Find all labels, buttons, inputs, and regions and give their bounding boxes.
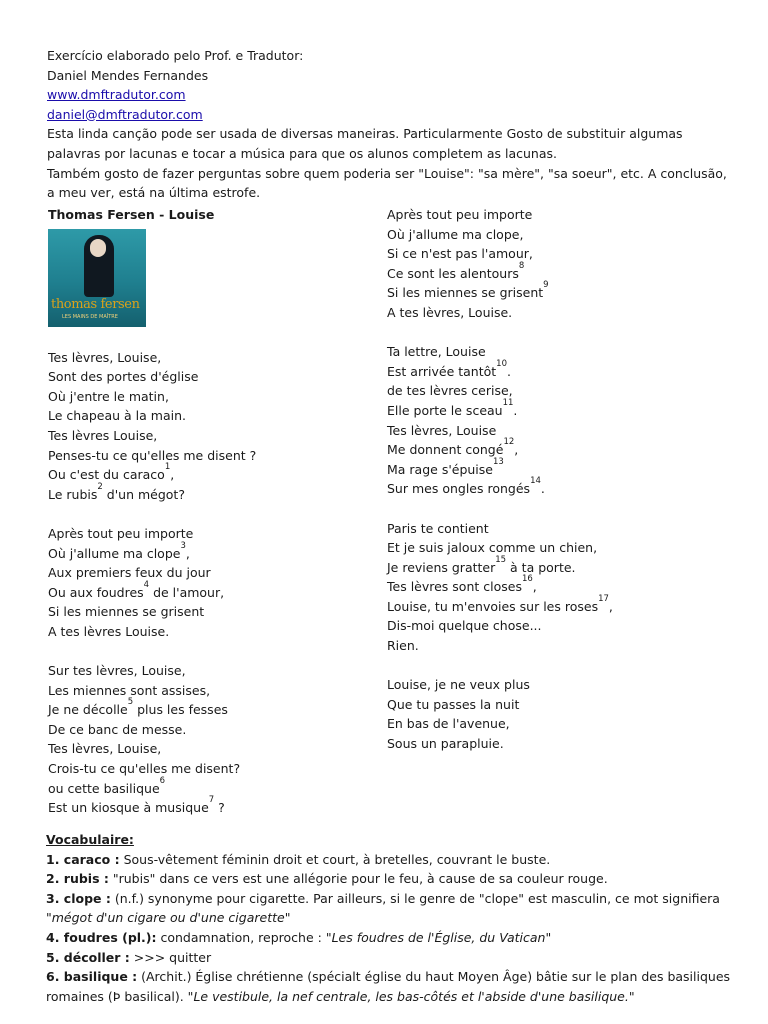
lyric-line: [387, 554, 727, 578]
footnote-marker: 10: [496, 358, 507, 369]
intro-paragraph-1: Esta linda canção pode ser usada de diversas maneiras. Particularmente Gosto de substituir algumas palavras por lacunas e tocar a música para que os alunos completem as lacunas.: [47, 126, 683, 161]
lyric-text: Tes lèvres, Louise: [387, 422, 497, 438]
lyric-text: Où j'allume ma clope: [48, 545, 181, 561]
vocabulary-definition: condamnation, reproche :: [156, 929, 326, 945]
vocabulary-definition: >>> quitter: [129, 949, 212, 965]
lyric-line: [387, 695, 727, 715]
lyric-text: Tes lèvres, Louise,: [48, 349, 162, 365]
stanza: [48, 524, 368, 642]
lyric-text: Tes lèvres sont closes: [387, 579, 522, 595]
lyric-text-after: à ta porte.: [506, 559, 576, 575]
lyric-text-after: plus les fesses: [133, 702, 228, 718]
lyric-text: Louise, tu m'envoies sur les roses: [387, 598, 599, 614]
lyric-text: A tes lèvres, Louise.: [387, 304, 513, 320]
album-cover-text: thomas fersen: [51, 296, 140, 312]
lyrics-right-column: [387, 205, 727, 773]
lyric-text-after: ,: [514, 442, 519, 458]
vocabulary-definition: Sous-vêtement féminin droit et court, à bretelles, couvrant le buste.: [119, 851, 551, 867]
vocabulary-item: [46, 967, 736, 1006]
left-stanzas: [48, 348, 368, 818]
vocabulary-definition: (Archit.) Église chrétienne (spécialt église du haut Moyen Âge) bâtie sur le plan des basiliques romaines (Þ basilical). ": [46, 969, 731, 1004]
lyric-line: [48, 406, 368, 426]
lyric-line: [387, 636, 727, 656]
vocabulary-term: 5. décoller :: [46, 949, 130, 965]
vocabulary-term: 6. basilique :: [46, 969, 138, 985]
lyric-line: [387, 244, 727, 264]
lyric-line: [387, 280, 727, 303]
lyric-text: Est arrivée tantôt: [387, 363, 497, 379]
lyric-line: [48, 563, 368, 583]
lyric-text: Tes lèvres, Louise,: [48, 741, 162, 757]
lyric-text: Elle porte le sceau: [387, 402, 503, 418]
vocabulary-item: [46, 850, 736, 870]
album-cover-image: [48, 229, 146, 327]
lyric-text: Ma rage s'épuise: [387, 461, 493, 477]
lyric-text: Après tout peu importe: [48, 525, 194, 541]
lyric-text-after: .: [540, 481, 545, 497]
footnote-marker: 13: [493, 456, 504, 467]
lyric-line: [387, 205, 727, 225]
footnote-marker: 14: [530, 476, 541, 487]
lyric-text-after: .: [507, 363, 511, 379]
lyric-text-after: ,: [608, 598, 613, 614]
singer-face: [90, 239, 106, 257]
footnote-marker: 17: [598, 593, 609, 604]
lyric-text: Rien.: [387, 638, 419, 654]
lyric-text: Après tout peu importe: [387, 207, 533, 222]
lyric-line: [387, 358, 727, 382]
vocabulary-item: [46, 889, 736, 928]
lyric-line: [48, 462, 368, 485]
vocabulary-term: 1. caraco :: [46, 851, 120, 867]
lyric-line: [387, 342, 727, 362]
lyric-line: [387, 675, 727, 695]
vocabulary-list: [46, 850, 736, 1007]
lyric-line: [48, 661, 368, 681]
lyric-line: [387, 714, 727, 734]
footnote-marker: 6: [159, 775, 166, 786]
footnote-marker: 8: [518, 260, 525, 271]
website-link[interactable]: www.dmftradutor.com: [47, 87, 186, 103]
lyric-line: [387, 225, 727, 245]
vocabulary-example: Le vestibule, la nef centrale, les bas-côtés et l'abside d'une basilique.: [193, 988, 629, 1004]
vocabulary-term: 2. rubis :: [46, 871, 109, 887]
footnote-marker: 12: [503, 437, 515, 448]
lyric-line: [48, 775, 368, 799]
stanza: [48, 661, 368, 818]
lyric-line: [48, 579, 368, 603]
vocabulary-term: 3. clope :: [46, 890, 111, 906]
stanza: [387, 342, 727, 499]
lyric-text: Sur tes lèvres, Louise,: [48, 663, 186, 679]
lyric-text: Ou c'est du caraco: [48, 467, 165, 483]
footnote-marker: 16: [521, 574, 533, 585]
lyric-text: Le rubis: [48, 486, 98, 502]
lyric-text: A tes lèvres Louise.: [48, 623, 170, 639]
lyric-line: [387, 476, 727, 499]
lyric-line: [387, 456, 727, 480]
lyric-text: Je ne décolle: [48, 702, 128, 718]
email-link[interactable]: daniel@dmftradutor.com: [47, 106, 203, 122]
lyric-text-after: ?: [214, 800, 225, 816]
lyric-text: Le chapeau à la main.: [48, 408, 186, 424]
lyric-line: [48, 602, 368, 622]
right-stanzas: [387, 205, 727, 754]
lyric-line: [48, 348, 368, 368]
intro-section: [47, 46, 737, 203]
lyric-line: [48, 759, 368, 779]
lyric-text: Dis-moi quelque chose...: [387, 618, 542, 634]
lyric-text: Sur mes ongles rongés: [387, 481, 531, 497]
lyric-line: [387, 519, 727, 539]
lyric-text: Paris te contient: [387, 520, 489, 536]
lyric-text-after: ,: [185, 545, 190, 561]
vocabulary-title: Vocabulaire:: [46, 832, 134, 847]
lyric-line: [48, 481, 368, 505]
vocabulary-item: [46, 948, 736, 968]
lyric-text: Tes lèvres Louise,: [48, 427, 158, 443]
lyric-text: Ou aux foudres: [48, 584, 144, 600]
lyric-text: ou cette basilique: [48, 780, 160, 796]
author-name: Daniel Mendes Fernandes: [47, 67, 209, 83]
lyric-text-after: de l'amour,: [149, 584, 225, 600]
lyric-text: Me donnent congé: [387, 442, 504, 458]
lyric-line: [48, 720, 368, 740]
vocabulary-definition: (n.f.) synonyme pour cigarette. Par ailleurs, si le genre de "clope" est masculin, ce mot signifiera: [110, 890, 720, 906]
vocabulary-definition: "rubis" dans ce vers est une allégorie pour le feu, à cause de sa couleur rouge.: [108, 871, 608, 887]
lyric-text: Louise, je ne veux plus: [387, 677, 530, 693]
lyric-text: Où j'allume ma clope,: [387, 226, 524, 242]
lyric-line: [387, 303, 727, 323]
footnote-marker: 2: [97, 481, 103, 492]
lyric-line: [387, 421, 727, 441]
lyric-text: Aux premiers feux du jour: [48, 565, 211, 581]
lyric-text: Ta lettre, Louise: [387, 344, 486, 360]
vocabulary-closing: ": [628, 988, 635, 1004]
lyric-line: [48, 524, 368, 544]
lyric-text: De ce banc de messe.: [48, 721, 187, 737]
lyric-text: Où j'entre le matin,: [48, 388, 169, 404]
footnote-marker: 1: [164, 462, 171, 473]
lyric-line: [48, 387, 368, 407]
album-cover-subtext: LES MAINS DE MAÎTRE: [62, 313, 118, 320]
stanza: [387, 205, 727, 323]
lyric-line: [48, 540, 368, 564]
vocabulary-term: 4. foudres (pl.):: [46, 929, 157, 945]
lyric-line: [48, 622, 368, 642]
lyric-line: [387, 381, 727, 401]
lyric-line: [387, 538, 727, 558]
vocabulary-example: "mégot d'un cigare ou d'une cigarette": [46, 910, 291, 926]
stanza: [48, 348, 368, 505]
footnote-marker: 4: [143, 579, 150, 590]
lyric-line: [48, 367, 368, 387]
lyric-text: Que tu passes la nuit: [387, 696, 520, 712]
lyric-text: Crois-tu ce qu'elles me disent?: [48, 761, 241, 777]
lyric-text: Sont des portes d'église: [48, 369, 199, 385]
lyric-line: [387, 574, 727, 597]
stanza: [387, 675, 727, 753]
lyric-text: Si ce n'est pas l'amour,: [387, 246, 533, 262]
lyric-text: de tes lèvres cerise,: [387, 383, 513, 399]
footnote-marker: 15: [495, 554, 507, 565]
vocabulary-item: [46, 869, 736, 889]
lyric-text: Les miennes sont assises,: [48, 682, 211, 698]
lyric-line: [387, 616, 727, 636]
lyric-text: Je reviens gratter: [387, 559, 496, 575]
lyric-text-after: ,: [170, 467, 175, 483]
lyric-line: [48, 426, 368, 446]
intro-paragraph-2: Também gosto de fazer perguntas sobre quem poderia ser "Louise": "sa mère", "sa soeur", etc. A conclusão, a meu ver, está na última estrofe.: [47, 165, 727, 201]
stanza: [387, 519, 727, 656]
lyric-text: Si les miennes se grisent: [48, 604, 205, 620]
lyric-text: Ce sont les alentours: [387, 265, 519, 281]
lyric-line: [387, 734, 727, 754]
lyric-text: Si les miennes se grisent: [387, 285, 544, 301]
lyrics-left-column: [48, 205, 368, 837]
song-title: Thomas Fersen - Louise: [48, 207, 215, 222]
vocabulary-example: "Les foudres de l'Église, du Vatican": [325, 929, 552, 945]
lyric-line: [48, 446, 368, 466]
lyric-line: [48, 697, 368, 720]
vocabulary-section: [46, 830, 736, 1006]
footnote-marker: 11: [502, 397, 514, 408]
lyric-text: Penses-tu ce qu'elles me disent ?: [48, 447, 257, 463]
lyric-line: [387, 397, 727, 421]
lyric-line: [48, 681, 368, 701]
lyric-line: [48, 739, 368, 759]
lyric-text: Sous un parapluie.: [387, 736, 504, 752]
footnote-marker: 7: [208, 795, 215, 806]
lyric-line: [387, 593, 727, 617]
lyric-text-after: d'un mégot?: [102, 486, 185, 502]
footnote-marker: 9: [543, 280, 549, 291]
footnote-marker: 5: [127, 697, 134, 708]
intro-line-1: Exercício elaborado pelo Prof. e Tradutor:: [47, 48, 304, 63]
lyric-line: [387, 260, 727, 284]
footnote-marker: 3: [180, 540, 186, 551]
lyric-text: En bas de l'avenue,: [387, 716, 510, 732]
lyric-line: [387, 437, 727, 460]
lyric-text: Et je suis jaloux comme un chien,: [387, 540, 598, 556]
lyric-text-after: ,: [532, 579, 537, 595]
vocabulary-item: [46, 928, 736, 948]
lyric-text: Est un kiosque à musique: [48, 800, 209, 816]
lyric-line: [48, 795, 368, 818]
lyric-text-after: .: [513, 402, 518, 418]
